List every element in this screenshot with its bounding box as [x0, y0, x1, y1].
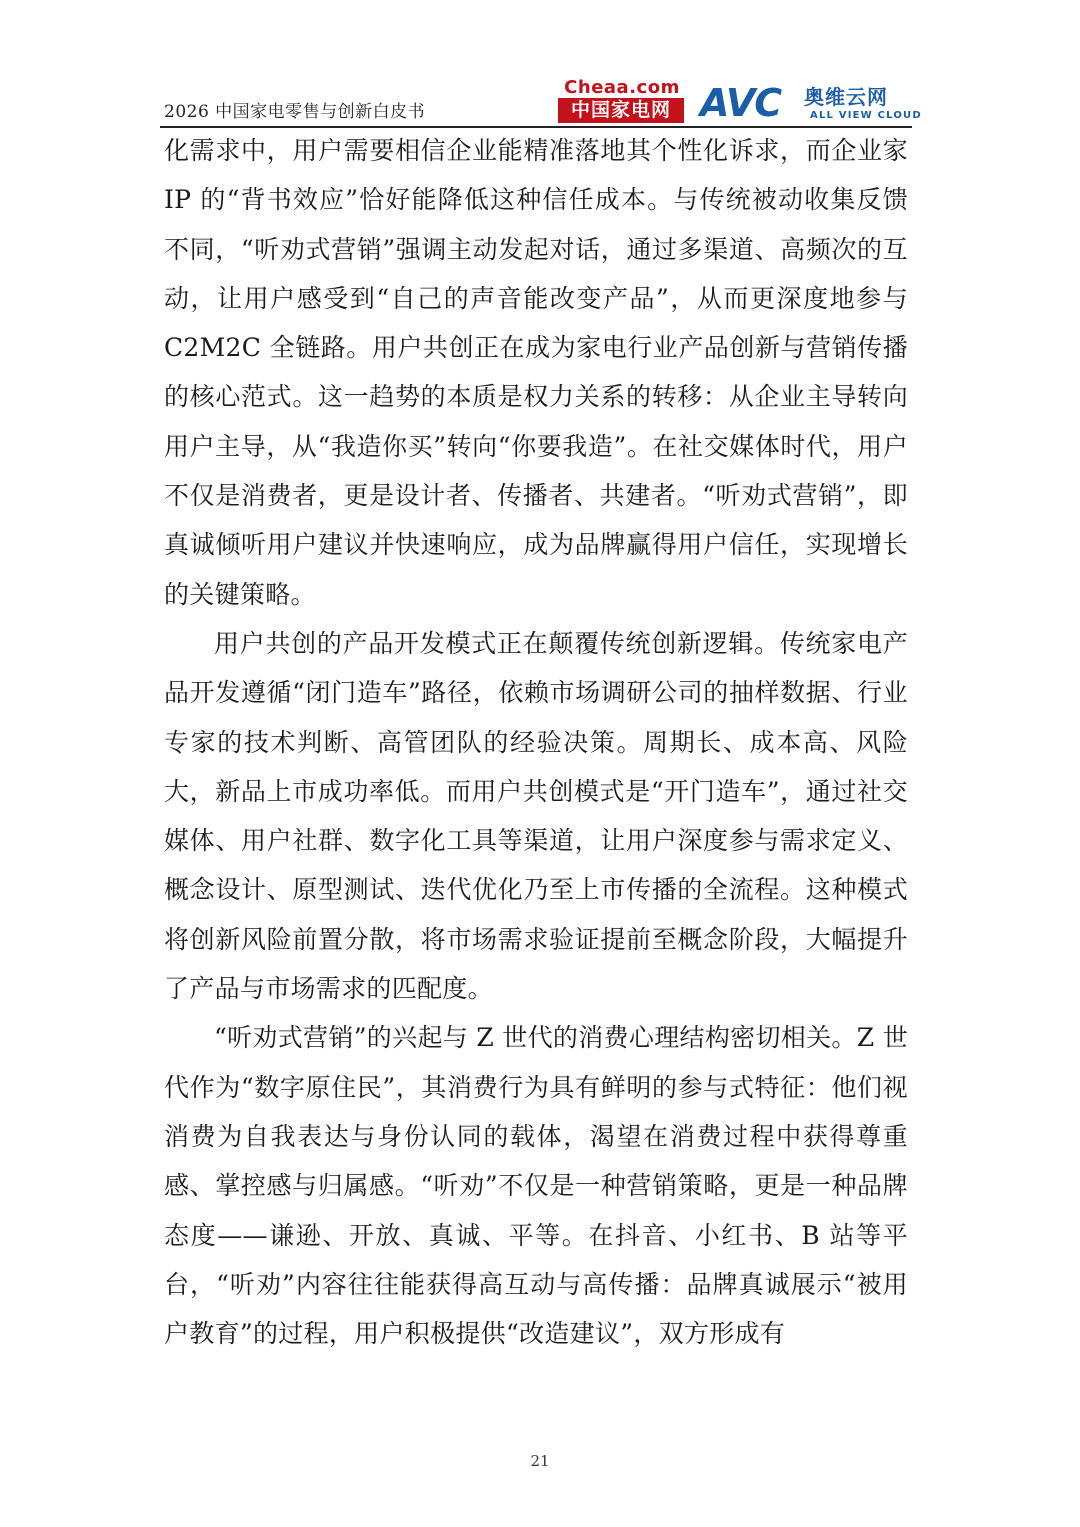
page-header	[0, 0, 1080, 132]
cheaa-logo	[554, 78, 688, 126]
avc-logo	[700, 82, 926, 128]
cheaa-logo-url: Cheaa.com	[564, 77, 680, 98]
document-title: 2026 中国家电零售与创新白皮书	[164, 102, 426, 122]
body-text	[164, 126, 908, 1358]
avc-logo-name: 奥维云网	[804, 85, 888, 109]
avc-logo-mark: AVC	[700, 81, 782, 125]
page-number: 21	[530, 1452, 550, 1470]
paragraph-2: 用户共创的产品开发模式正在颠覆传统创新逻辑。传统家电产品开发遵循“闭门造车”路径，依赖市场调研公司的抽样数据、行业专家的技术判断、高管团队的经验决策。周期长、成本高、风险大，新品上市成功率低。而用户共创模式是“开门造车”，通过社交媒体、用户社群、数字化工具等渠道，让用户深度参与需求定义、概念设计、原型测试、迭代优化乃至上市传播的全流程。这种模式将创新风险前置分散，将市场需求验证提前至概念阶段，大幅提升了产品与市场需求的匹配度。	[164, 628, 908, 1004]
paragraph-1: 化需求中，用户需要相信企业能精准落地其个性化诉求，而企业家IP 的“背书效应”恰好能降低这种信任成本。与传统被动收集反馈不同，“听劝式营销”强调主动发起对话，通过多渠道、高频次的互动，让用户感受到“自己的声音能改变产品”，从而更深度地参与 C2M2C 全链路。用户共创正在成为家电行业产品创新与营销传播的核心范式。这一趋势的本质是权力关系的转移：从企业主导转向用户主导，从“我造你买”转向“你要我造”。在社交媒体时代，用户不仅是消费者，更是设计者、传播者、共建者。“听劝式营销”，即真诚倾听用户建议并快速响应，成为品牌赢得用户信任，实现增长的关键策略。	[164, 136, 908, 609]
cheaa-logo-cn: 中国家电网	[558, 98, 684, 123]
paragraph-3: “听劝式营销”的兴起与 Z 世代的消费心理结构密切相关。Z 世代作为“数字原住民”，其消费行为具有鲜明的参与式特征：他们视消费为自我表达与身份认同的载体，渴望在消费过程中获得尊重感、掌控感与归属感。“听劝”不仅是一种营销策略，更是一种品牌态度——谦逊、开放、真诚、平等。在抖音、小红书、B 站等平台，“听劝”内容往往能获得高互动与高传播：品牌真诚展示“被用户教育”的过程，用户积极提供“改造建议”，双方形成有	[164, 1023, 908, 1349]
avc-logo-subtitle: ALL VIEW CLOUD	[810, 110, 922, 121]
